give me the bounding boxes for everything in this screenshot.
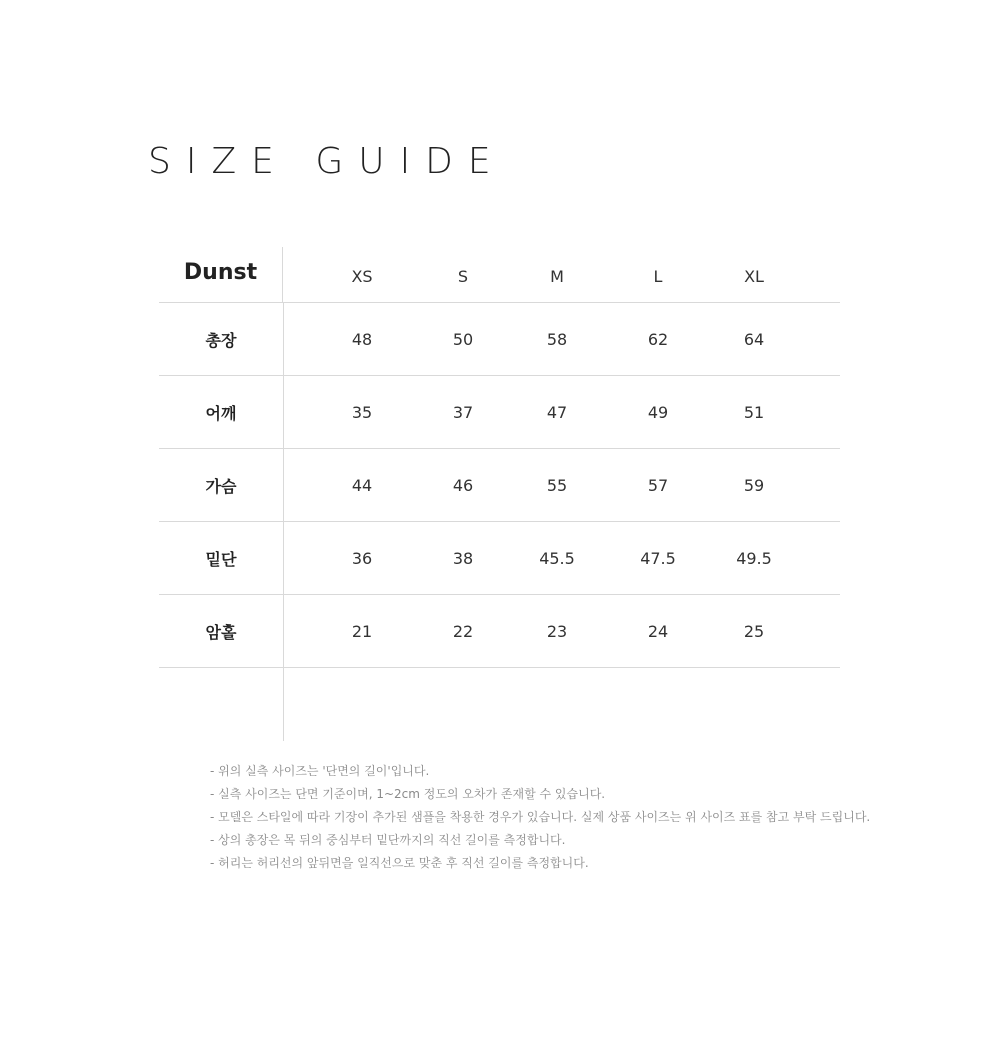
row-label: 어깨 (159, 376, 284, 448)
size-table (159, 247, 840, 741)
size-header-s: S (457, 267, 469, 286)
table-cell: 58 (546, 329, 568, 349)
empty-label-cell (159, 668, 284, 741)
table-cell: 59 (743, 475, 765, 495)
table-cell: 48 (351, 329, 373, 349)
table-cell: 46 (452, 475, 474, 495)
table-row (159, 303, 840, 376)
table-cell: 55 (546, 475, 568, 495)
note-line: - 위의 실측 사이즈는 '단면의 길이'입니다. (210, 764, 430, 778)
brand-name: Dunst (159, 247, 283, 302)
table-cell: 57 (647, 475, 669, 495)
table-cell: 64 (743, 329, 765, 349)
table-cell: 50 (452, 329, 474, 349)
table-cell: 45.5 (539, 548, 575, 568)
size-header-xs: XS (351, 267, 373, 286)
table-header-row (159, 247, 840, 303)
table-row (159, 522, 840, 595)
note-line: - 실측 사이즈는 단면 기준이며, 1~2cm 정도의 오차가 존재할 수 있습니다. (210, 787, 606, 801)
table-cell: 37 (452, 402, 474, 422)
table-cell: 22 (452, 621, 474, 641)
table-cell: 36 (351, 548, 373, 568)
table-cell: 47.5 (640, 548, 676, 568)
row-label: 가슴 (159, 449, 284, 521)
table-cell: 47 (546, 402, 568, 422)
table-cell: 44 (351, 475, 373, 495)
row-label: 총장 (159, 303, 284, 375)
size-header-m: M (550, 267, 564, 286)
note-line: - 허리는 허리선의 앞뒤면을 일직선으로 맞춘 후 직선 길이를 측정합니다. (210, 856, 589, 870)
table-cell: 21 (351, 621, 373, 641)
table-cell: 35 (351, 402, 373, 422)
note-line: - 모델은 스타일에 따라 기장이 추가된 샘플을 착용한 경우가 있습니다. 실제 상품 사이즈는 위 사이즈 표를 참고 부탁 드립니다. (210, 810, 871, 824)
table-cell: 25 (743, 621, 765, 641)
table-cell: 38 (452, 548, 474, 568)
table-cell: 23 (546, 621, 568, 641)
page-title: SIZE GUIDE (148, 141, 506, 182)
table-empty-row (159, 668, 840, 741)
table-cell: 49.5 (736, 548, 772, 568)
table-row (159, 449, 840, 522)
size-header-xl: XL (744, 267, 764, 286)
size-header-l: L (653, 267, 663, 286)
table-cell: 49 (647, 402, 669, 422)
size-notes (210, 760, 870, 875)
table-row (159, 376, 840, 449)
row-label: 암홀 (159, 595, 284, 667)
table-cell: 51 (743, 402, 765, 422)
note-line: - 상의 총장은 목 뒤의 중심부터 밑단까지의 직선 길이를 측정합니다. (210, 833, 566, 847)
row-label: 밑단 (159, 522, 284, 594)
table-cell: 24 (647, 621, 669, 641)
table-cell: 62 (647, 329, 669, 349)
table-row (159, 595, 840, 668)
